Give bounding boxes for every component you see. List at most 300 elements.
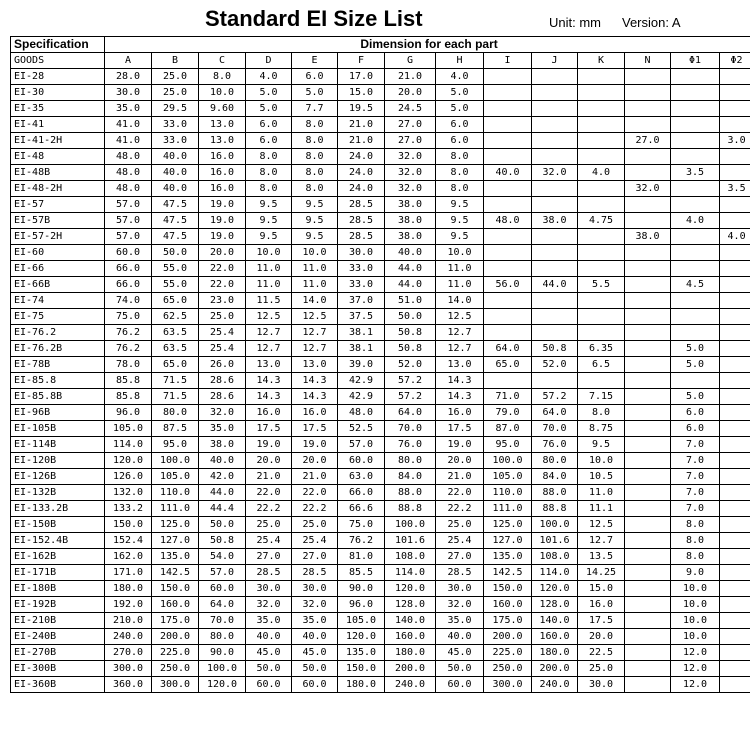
dimension-cell — [578, 245, 625, 261]
dimension-cell — [532, 117, 578, 133]
dimension-cell: 50.8 — [532, 341, 578, 357]
dimension-cell: 38.0 — [385, 197, 436, 213]
dimension-cell — [625, 581, 671, 597]
dimension-cell — [578, 229, 625, 245]
dimension-cell — [720, 341, 750, 357]
dimension-cell: 19.5 — [338, 101, 385, 117]
dimension-cell: 3.0 — [720, 133, 750, 149]
dimension-cell: 48.0 — [105, 165, 152, 181]
dimension-cell: 6.0 — [671, 421, 720, 437]
dimension-cell: 360.0 — [105, 677, 152, 693]
table-row — [11, 469, 750, 485]
dimension-cell: 100.0 — [199, 661, 246, 677]
dimension-cell: 120.0 — [199, 677, 246, 693]
dimension-cell: 105.0 — [152, 469, 199, 485]
goods-cell: EI-57 — [11, 197, 105, 213]
dimension-cell: 175.0 — [152, 613, 199, 629]
dimension-cell — [720, 597, 750, 613]
dimension-cell: 63.0 — [338, 469, 385, 485]
dimension-cell — [720, 213, 750, 229]
dimension-cell — [625, 101, 671, 117]
dimension-cell: 48.0 — [338, 405, 385, 421]
dimension-cell — [720, 117, 750, 133]
dimension-cell: 180.0 — [385, 645, 436, 661]
dimension-cell — [578, 85, 625, 101]
dimension-cell: 16.0 — [436, 405, 484, 421]
dimension-cell — [720, 549, 750, 565]
dimension-cell: 5.5 — [578, 277, 625, 293]
dimension-cell: 300.0 — [484, 677, 532, 693]
dimension-cell: 7.0 — [671, 437, 720, 453]
dimension-cell — [532, 149, 578, 165]
dimension-cell: 50.0 — [199, 517, 246, 533]
dimension-cell: 57.2 — [385, 389, 436, 405]
dimension-cell: 125.0 — [152, 517, 199, 533]
dimension-cell: 10.0 — [199, 85, 246, 101]
dimension-cell — [625, 421, 671, 437]
dimension-cell: 10.0 — [436, 245, 484, 261]
dimension-cell — [720, 469, 750, 485]
dimension-cell — [532, 85, 578, 101]
goods-cell: EI-96B — [11, 405, 105, 421]
goods-cell: EI-76.2B — [11, 341, 105, 357]
dimension-cell: 40.0 — [152, 165, 199, 181]
dimension-cell: 9.5 — [292, 213, 338, 229]
dimension-cell: 128.0 — [532, 597, 578, 613]
dimension-cell — [720, 565, 750, 581]
dimension-cell: 35.0 — [246, 613, 292, 629]
dimension-cell: 5.0 — [246, 85, 292, 101]
dimension-cell: 33.0 — [152, 117, 199, 133]
dimension-cell: 60.0 — [246, 677, 292, 693]
dimension-cell — [625, 357, 671, 373]
dimension-cell: 27.0 — [246, 549, 292, 565]
dimension-cell: 7.0 — [671, 453, 720, 469]
dimension-cell: 48.0 — [105, 149, 152, 165]
dimension-cell: 71.5 — [152, 389, 199, 405]
specification-header: Specification — [11, 37, 105, 53]
dimension-cell — [671, 325, 720, 341]
table-row — [11, 309, 750, 325]
dimension-cell: 27.0 — [385, 117, 436, 133]
dimension-cell: 80.0 — [199, 629, 246, 645]
dimension-cell: 3.5 — [671, 165, 720, 181]
column-header: F — [338, 53, 385, 69]
goods-cell: EI-85.8B — [11, 389, 105, 405]
dimension-cell: 74.0 — [105, 293, 152, 309]
dimension-cell: 57.0 — [105, 197, 152, 213]
table-row — [11, 405, 750, 421]
goods-cell: EI-133.2B — [11, 501, 105, 517]
dimension-cell: 8.0 — [436, 149, 484, 165]
dimension-cell: 14.3 — [436, 389, 484, 405]
goods-cell: EI-74 — [11, 293, 105, 309]
dimension-cell: 87.5 — [152, 421, 199, 437]
dimension-cell: 7.0 — [671, 485, 720, 501]
dimension-cell: 24.0 — [338, 181, 385, 197]
dimension-cell: 12.5 — [578, 517, 625, 533]
dimension-cell: 40.0 — [385, 245, 436, 261]
dimension-cell — [484, 69, 532, 85]
dimension-cell: 4.0 — [246, 69, 292, 85]
dimension-cell: 44.4 — [199, 501, 246, 517]
table-row — [11, 325, 750, 341]
goods-cell: EI-76.2 — [11, 325, 105, 341]
dimension-cell: 142.5 — [152, 565, 199, 581]
goods-cell: EI-48-2H — [11, 181, 105, 197]
table-row — [11, 533, 750, 549]
dimension-cell — [484, 261, 532, 277]
dimension-cell: 8.0 — [246, 181, 292, 197]
dimension-cell: 84.0 — [532, 469, 578, 485]
dimension-cell — [720, 533, 750, 549]
dimension-cell — [671, 101, 720, 117]
dimension-cell: 48.0 — [484, 213, 532, 229]
dimension-cell — [484, 133, 532, 149]
dimension-cell — [532, 229, 578, 245]
dimension-cell: 25.4 — [292, 533, 338, 549]
dimension-cell: 11.0 — [436, 261, 484, 277]
table-row — [11, 629, 750, 645]
page-header — [0, 0, 750, 36]
table-body — [11, 69, 750, 693]
table-row — [11, 677, 750, 693]
dimension-cell: 32.0 — [246, 597, 292, 613]
dimension-cell — [578, 261, 625, 277]
dimension-cell — [625, 85, 671, 101]
dimension-cell: 79.0 — [484, 405, 532, 421]
dimension-cell: 5.0 — [246, 101, 292, 117]
dimension-cell: 70.0 — [385, 421, 436, 437]
dimension-cell: 200.0 — [532, 661, 578, 677]
dimension-cell: 37.0 — [338, 293, 385, 309]
dimension-cell — [720, 661, 750, 677]
goods-cell: EI-66B — [11, 277, 105, 293]
dimension-cell — [671, 69, 720, 85]
dimension-cell: 17.5 — [436, 421, 484, 437]
dimension-cell: 126.0 — [105, 469, 152, 485]
dimension-cell: 225.0 — [484, 645, 532, 661]
dimension-cell — [625, 309, 671, 325]
dimension-cell: 12.0 — [671, 645, 720, 661]
dimension-cell: 16.0 — [246, 405, 292, 421]
dimension-cell: 4.0 — [578, 165, 625, 181]
dimension-cell: 111.0 — [484, 501, 532, 517]
dimension-cell: 38.1 — [338, 341, 385, 357]
dimension-cell: 9.5 — [436, 197, 484, 213]
dimension-cell: 38.0 — [532, 213, 578, 229]
dimension-cell: 44.0 — [532, 277, 578, 293]
dimension-cell — [532, 101, 578, 117]
dimension-cell — [625, 277, 671, 293]
goods-cell: EI-75 — [11, 309, 105, 325]
dimension-cell: 30.0 — [578, 677, 625, 693]
dimension-cell: 8.0 — [671, 549, 720, 565]
dimension-cell — [625, 405, 671, 421]
dimension-cell: 80.0 — [152, 405, 199, 421]
column-header-row — [11, 53, 750, 69]
dimension-cell — [671, 197, 720, 213]
dimension-cell: 20.0 — [436, 453, 484, 469]
dimension-cell: 41.0 — [105, 133, 152, 149]
table-row — [11, 277, 750, 293]
goods-cell: EI-78B — [11, 357, 105, 373]
goods-cell: EI-30 — [11, 85, 105, 101]
column-header: N — [625, 53, 671, 69]
dimension-cell: 60.0 — [338, 453, 385, 469]
dimension-cell: 64.0 — [484, 341, 532, 357]
dimension-cell: 210.0 — [105, 613, 152, 629]
dimension-cell: 200.0 — [152, 629, 199, 645]
dimension-cell — [671, 261, 720, 277]
table-row — [11, 389, 750, 405]
dimension-cell: 50.0 — [385, 309, 436, 325]
dimension-cell: 9.5 — [292, 229, 338, 245]
dimension-cell — [625, 533, 671, 549]
dimension-cell: 9.5 — [292, 197, 338, 213]
dimension-cell: 25.0 — [199, 309, 246, 325]
dimension-cell: 160.0 — [152, 597, 199, 613]
dimension-cell: 76.2 — [338, 533, 385, 549]
dimension-cell: 33.0 — [338, 277, 385, 293]
dimension-cell: 22.0 — [199, 261, 246, 277]
dimension-cell: 8.0 — [246, 149, 292, 165]
dimension-cell: 23.0 — [199, 293, 246, 309]
dimension-cell: 8.0 — [292, 133, 338, 149]
dimension-cell: 50.0 — [292, 661, 338, 677]
dimension-cell — [720, 437, 750, 453]
dimension-cell: 160.0 — [532, 629, 578, 645]
dimension-cell — [720, 453, 750, 469]
goods-cell: EI-60 — [11, 245, 105, 261]
table-row — [11, 213, 750, 229]
dimension-cell: 21.0 — [338, 117, 385, 133]
dimension-cell: 90.0 — [338, 581, 385, 597]
dimension-cell — [532, 181, 578, 197]
dimension-cell: 14.3 — [246, 373, 292, 389]
dimension-cell: 39.0 — [338, 357, 385, 373]
dimension-cell — [720, 517, 750, 533]
table-row — [11, 69, 750, 85]
dimension-cell: 180.0 — [105, 581, 152, 597]
dimension-cell: 9.5 — [578, 437, 625, 453]
dimension-cell: 8.0 — [292, 117, 338, 133]
dimension-cell: 11.0 — [436, 277, 484, 293]
dimension-cell — [532, 197, 578, 213]
dimension-cell: 35.0 — [292, 613, 338, 629]
dimension-cell: 135.0 — [338, 645, 385, 661]
dimension-cell: 29.5 — [152, 101, 199, 117]
dimension-cell: 110.0 — [152, 485, 199, 501]
dimension-cell: 10.0 — [578, 453, 625, 469]
dimension-cell — [484, 197, 532, 213]
dimension-cell — [578, 117, 625, 133]
dimension-cell: 4.0 — [436, 69, 484, 85]
dimension-cell: 162.0 — [105, 549, 152, 565]
dimension-cell — [720, 69, 750, 85]
goods-cell: EI-120B — [11, 453, 105, 469]
goods-cell: EI-57B — [11, 213, 105, 229]
dimension-cell: 15.0 — [578, 581, 625, 597]
dimension-cell: 14.0 — [292, 293, 338, 309]
dimension-cell: 76.2 — [105, 325, 152, 341]
dimension-cell — [532, 373, 578, 389]
dimension-cell: 25.4 — [246, 533, 292, 549]
goods-cell: EI-180B — [11, 581, 105, 597]
dimension-cell: 25.0 — [578, 661, 625, 677]
dimension-cell: 47.5 — [152, 229, 199, 245]
dimension-cell: 180.0 — [532, 645, 578, 661]
dimension-cell: 270.0 — [105, 645, 152, 661]
goods-cell: EI-105B — [11, 421, 105, 437]
dimension-cell: 40.0 — [152, 181, 199, 197]
dimension-cell — [578, 181, 625, 197]
dimension-cell: 142.5 — [484, 565, 532, 581]
dimension-cell: 5.0 — [292, 85, 338, 101]
dimension-cell: 13.0 — [199, 133, 246, 149]
dimension-cell: 12.7 — [246, 325, 292, 341]
table-row — [11, 645, 750, 661]
dimension-cell — [625, 261, 671, 277]
dimension-cell: 101.6 — [385, 533, 436, 549]
dimension-cell: 114.0 — [105, 437, 152, 453]
dimension-cell: 200.0 — [484, 629, 532, 645]
dimension-cell — [720, 277, 750, 293]
goods-cell: EI-85.8 — [11, 373, 105, 389]
dimension-cell: 35.0 — [105, 101, 152, 117]
dimension-cell: 65.0 — [152, 293, 199, 309]
dimension-cell — [625, 677, 671, 693]
dimension-cell: 96.0 — [105, 405, 152, 421]
goods-cell: EI-150B — [11, 517, 105, 533]
dimension-cell: 44.0 — [199, 485, 246, 501]
dimension-cell: 42.9 — [338, 373, 385, 389]
dimension-cell: 135.0 — [484, 549, 532, 565]
dimension-cell: 11.0 — [292, 261, 338, 277]
dimension-cell: 8.0 — [246, 165, 292, 181]
column-header: K — [578, 53, 625, 69]
dimension-cell: 105.0 — [105, 421, 152, 437]
dimension-cell — [720, 645, 750, 661]
dimension-header: Dimension for each part — [105, 37, 750, 53]
dimension-cell — [578, 133, 625, 149]
dimension-cell — [720, 581, 750, 597]
dimension-cell: 80.0 — [532, 453, 578, 469]
dimension-cell: 64.0 — [199, 597, 246, 613]
dimension-cell: 5.0 — [436, 101, 484, 117]
dimension-cell: 11.0 — [578, 485, 625, 501]
goods-cell: EI-132B — [11, 485, 105, 501]
dimension-cell: 27.0 — [292, 549, 338, 565]
dimension-cell: 50.0 — [436, 661, 484, 677]
dimension-cell: 19.0 — [436, 437, 484, 453]
dimension-cell — [671, 181, 720, 197]
dimension-cell: 60.0 — [436, 677, 484, 693]
table-row — [11, 149, 750, 165]
dimension-cell: 62.5 — [152, 309, 199, 325]
dimension-cell: 20.0 — [385, 85, 436, 101]
dimension-cell: 60.0 — [105, 245, 152, 261]
dimension-cell: 66.0 — [338, 485, 385, 501]
dimension-cell — [532, 325, 578, 341]
dimension-cell: 42.0 — [199, 469, 246, 485]
table-row — [11, 85, 750, 101]
dimension-cell: 17.5 — [292, 421, 338, 437]
dimension-cell: 5.0 — [671, 389, 720, 405]
table-row — [11, 261, 750, 277]
dimension-cell: 76.0 — [385, 437, 436, 453]
table-row — [11, 597, 750, 613]
dimension-cell: 40.0 — [484, 165, 532, 181]
dimension-cell: 12.7 — [436, 341, 484, 357]
dimension-cell: 300.0 — [152, 677, 199, 693]
dimension-cell: 133.2 — [105, 501, 152, 517]
dimension-cell: 4.0 — [720, 229, 750, 245]
table-row — [11, 661, 750, 677]
dimension-cell — [720, 629, 750, 645]
dimension-cell: 55.0 — [152, 277, 199, 293]
dimension-cell: 20.0 — [292, 453, 338, 469]
dimension-cell: 14.3 — [246, 389, 292, 405]
dimension-cell — [625, 485, 671, 501]
dimension-cell: 76.0 — [532, 437, 578, 453]
table-row — [11, 101, 750, 117]
dimension-cell: 8.0 — [436, 165, 484, 181]
dimension-cell: 40.0 — [436, 629, 484, 645]
dimension-cell: 22.0 — [246, 485, 292, 501]
dimension-cell — [625, 453, 671, 469]
dimension-cell — [484, 373, 532, 389]
dimension-cell: 7.0 — [671, 469, 720, 485]
dimension-cell: 8.0 — [292, 149, 338, 165]
dimension-cell: 56.0 — [484, 277, 532, 293]
dimension-cell: 140.0 — [532, 613, 578, 629]
dimension-cell: 47.5 — [152, 197, 199, 213]
dimension-cell: 63.5 — [152, 325, 199, 341]
dimension-cell — [532, 133, 578, 149]
dimension-cell: 32.0 — [385, 165, 436, 181]
dimension-cell: 12.5 — [436, 309, 484, 325]
dimension-cell: 51.0 — [385, 293, 436, 309]
dimension-cell: 28.5 — [338, 229, 385, 245]
dimension-cell: 19.0 — [246, 437, 292, 453]
dimension-cell: 6.0 — [671, 405, 720, 421]
column-header-goods: GOODS — [11, 53, 105, 69]
dimension-cell — [625, 245, 671, 261]
dimension-cell: 9.60 — [199, 101, 246, 117]
dimension-cell: 240.0 — [532, 677, 578, 693]
table-row — [11, 517, 750, 533]
dimension-cell: 63.5 — [152, 341, 199, 357]
goods-cell: EI-48 — [11, 149, 105, 165]
table-row — [11, 341, 750, 357]
dimension-cell: 32.0 — [292, 597, 338, 613]
dimension-cell: 45.0 — [436, 645, 484, 661]
dimension-cell: 120.0 — [105, 453, 152, 469]
dimension-cell: 7.15 — [578, 389, 625, 405]
dimension-cell: 41.0 — [105, 117, 152, 133]
dimension-cell: 24.0 — [338, 165, 385, 181]
dimension-cell: 28.0 — [105, 69, 152, 85]
dimension-cell: 52.0 — [385, 357, 436, 373]
version-label: Version: A — [622, 15, 681, 30]
dimension-cell: 71.5 — [152, 373, 199, 389]
table-row — [11, 581, 750, 597]
dimension-cell: 8.0 — [292, 165, 338, 181]
dimension-cell — [578, 325, 625, 341]
dimension-cell: 24.5 — [385, 101, 436, 117]
dimension-cell: 8.0 — [671, 517, 720, 533]
